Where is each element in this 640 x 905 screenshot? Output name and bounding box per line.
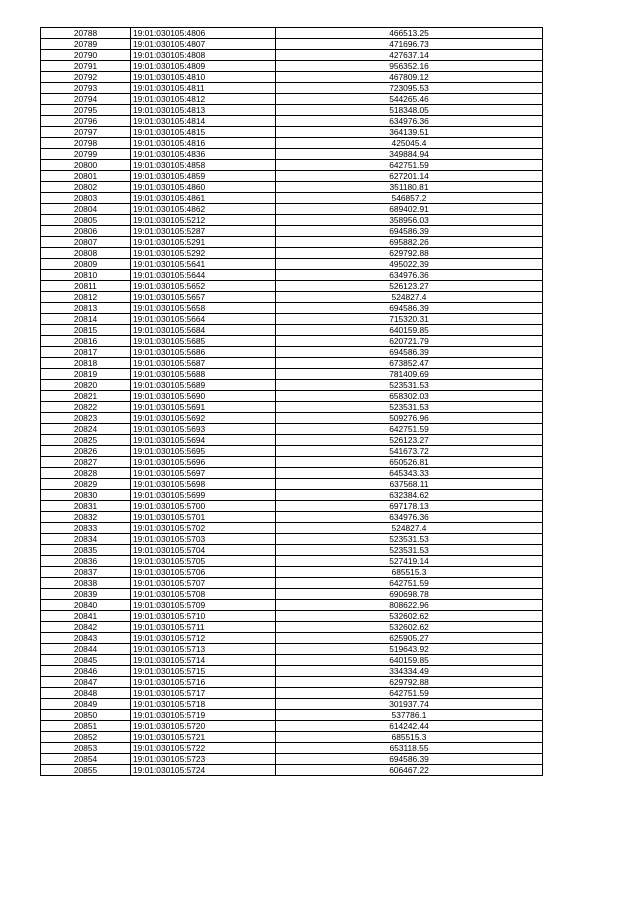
cadastral-number-cell: 19:01:030105:5292 [131, 248, 276, 259]
cadastral-value-cell: 495022.39 [276, 259, 543, 270]
table-row [41, 391, 543, 402]
row-number-cell: 20798 [41, 138, 131, 149]
cadastral-number-cell: 19:01:030105:5705 [131, 556, 276, 567]
cadastral-value-cell: 537786.1 [276, 710, 543, 721]
cadastral-number-cell: 19:01:030105:5688 [131, 369, 276, 380]
row-number-cell: 20792 [41, 72, 131, 83]
cadastral-number-cell: 19:01:030105:5697 [131, 468, 276, 479]
row-number-cell: 20790 [41, 50, 131, 61]
cadastral-value-cell: 640159.85 [276, 655, 543, 666]
row-number-cell: 20834 [41, 534, 131, 545]
table-row [41, 666, 543, 677]
table-row [41, 721, 543, 732]
row-number-cell: 20808 [41, 248, 131, 259]
row-number-cell: 20813 [41, 303, 131, 314]
cadastral-number-cell: 19:01:030105:5658 [131, 303, 276, 314]
cadastral-value-cell: 634976.36 [276, 270, 543, 281]
table-row [41, 523, 543, 534]
table-row [41, 545, 543, 556]
table-row [41, 457, 543, 468]
table-row [41, 402, 543, 413]
cadastral-value-cell: 301937.74 [276, 699, 543, 710]
table-row [41, 699, 543, 710]
row-number-cell: 20851 [41, 721, 131, 732]
cadastral-value-cell: 715320.31 [276, 314, 543, 325]
cadastral-number-cell: 19:01:030105:4816 [131, 138, 276, 149]
row-number-cell: 20854 [41, 754, 131, 765]
cadastral-number-cell: 19:01:030105:5686 [131, 347, 276, 358]
row-number-cell: 20794 [41, 94, 131, 105]
cadastral-value-cell: 524827.4 [276, 523, 543, 534]
table-row [41, 83, 543, 94]
table-row [41, 248, 543, 259]
row-number-cell: 20821 [41, 391, 131, 402]
row-number-cell: 20795 [41, 105, 131, 116]
table-row [41, 556, 543, 567]
cadastral-number-cell: 19:01:030105:5287 [131, 226, 276, 237]
row-number-cell: 20836 [41, 556, 131, 567]
cadastral-number-cell: 19:01:030105:5722 [131, 743, 276, 754]
cadastral-number-cell: 19:01:030105:5702 [131, 523, 276, 534]
table-row [41, 567, 543, 578]
cadastral-number-cell: 19:01:030105:5710 [131, 611, 276, 622]
row-number-cell: 20849 [41, 699, 131, 710]
cadastral-value-cell: 471696.73 [276, 39, 543, 50]
row-number-cell: 20805 [41, 215, 131, 226]
row-number-cell: 20847 [41, 677, 131, 688]
cadastral-number-cell: 19:01:030105:5691 [131, 402, 276, 413]
row-number-cell: 20811 [41, 281, 131, 292]
table-row [41, 743, 543, 754]
table-row [41, 336, 543, 347]
row-number-cell: 20827 [41, 457, 131, 468]
cadastral-number-cell: 19:01:030105:5723 [131, 754, 276, 765]
table-row [41, 193, 543, 204]
cadastral-value-cell: 532602.62 [276, 622, 543, 633]
cadastral-number-cell: 19:01:030105:4858 [131, 160, 276, 171]
row-number-cell: 20802 [41, 182, 131, 193]
row-number-cell: 20840 [41, 600, 131, 611]
cadastral-value-cell: 653118.55 [276, 743, 543, 754]
cadastral-value-cell: 640159.85 [276, 325, 543, 336]
cadastral-value-cell: 466513.25 [276, 28, 543, 39]
cadastral-value-cell: 723095.53 [276, 83, 543, 94]
cadastral-value-cell: 695882.26 [276, 237, 543, 248]
cadastral-value-cell: 637568.11 [276, 479, 543, 490]
cadastral-number-cell: 19:01:030105:5718 [131, 699, 276, 710]
cadastral-value-cell: 358956.03 [276, 215, 543, 226]
row-number-cell: 20789 [41, 39, 131, 50]
cadastral-value-cell: 467809.12 [276, 72, 543, 83]
cadastral-value-cell: 634976.36 [276, 512, 543, 523]
cadastral-number-cell: 19:01:030105:4860 [131, 182, 276, 193]
cadastral-value-cell: 694586.39 [276, 347, 543, 358]
cadastral-value-cell: 524827.4 [276, 292, 543, 303]
table-row [41, 468, 543, 479]
table-row [41, 501, 543, 512]
row-number-cell: 20815 [41, 325, 131, 336]
table-row [41, 127, 543, 138]
table-row [41, 490, 543, 501]
table-row [41, 303, 543, 314]
cadastral-number-cell: 19:01:030105:4807 [131, 39, 276, 50]
cadastral-number-cell: 19:01:030105:4808 [131, 50, 276, 61]
row-number-cell: 20826 [41, 446, 131, 457]
row-number-cell: 20829 [41, 479, 131, 490]
table-row [41, 479, 543, 490]
table-row [41, 446, 543, 457]
table-row [41, 633, 543, 644]
table-row [41, 138, 543, 149]
table-row [41, 237, 543, 248]
cadastral-value-cell: 642751.59 [276, 424, 543, 435]
cadastral-number-cell: 19:01:030105:5717 [131, 688, 276, 699]
cadastral-number-cell: 19:01:030105:4806 [131, 28, 276, 39]
cadastral-value-cell: 526123.27 [276, 435, 543, 446]
cadastral-number-cell: 19:01:030105:5698 [131, 479, 276, 490]
table-row [41, 710, 543, 721]
table-row [41, 292, 543, 303]
cadastral-number-cell: 19:01:030105:5689 [131, 380, 276, 391]
cadastral-number-cell: 19:01:030105:4861 [131, 193, 276, 204]
row-number-cell: 20806 [41, 226, 131, 237]
row-number-cell: 20825 [41, 435, 131, 446]
cadastral-number-cell: 19:01:030105:5704 [131, 545, 276, 556]
table-row [41, 325, 543, 336]
cadastral-value-cell: 697178.13 [276, 501, 543, 512]
cadastral-number-cell: 19:01:030105:5703 [131, 534, 276, 545]
table-row [41, 72, 543, 83]
row-number-cell: 20791 [41, 61, 131, 72]
cadastral-number-cell: 19:01:030105:5720 [131, 721, 276, 732]
cadastral-number-cell: 19:01:030105:5212 [131, 215, 276, 226]
cadastral-number-cell: 19:01:030105:4815 [131, 127, 276, 138]
table-row [41, 424, 543, 435]
table-row [41, 314, 543, 325]
row-number-cell: 20830 [41, 490, 131, 501]
cadastral-value-cell: 629792.88 [276, 248, 543, 259]
row-number-cell: 20788 [41, 28, 131, 39]
cadastral-value-cell: 645343.33 [276, 468, 543, 479]
row-number-cell: 20846 [41, 666, 131, 677]
row-number-cell: 20844 [41, 644, 131, 655]
table-row [41, 215, 543, 226]
cadastral-value-cell: 685515.3 [276, 567, 543, 578]
row-number-cell: 20797 [41, 127, 131, 138]
table-row [41, 754, 543, 765]
row-number-cell: 20796 [41, 116, 131, 127]
cadastral-value-cell: 351180.81 [276, 182, 543, 193]
row-number-cell: 20831 [41, 501, 131, 512]
cadastral-number-cell: 19:01:030105:5724 [131, 765, 276, 776]
row-number-cell: 20801 [41, 171, 131, 182]
table-row [41, 171, 543, 182]
cadastral-value-cell: 541673.72 [276, 446, 543, 457]
table-row [41, 39, 543, 50]
cadastral-value-cell: 627201.14 [276, 171, 543, 182]
row-number-cell: 20816 [41, 336, 131, 347]
cadastral-number-cell: 19:01:030105:5687 [131, 358, 276, 369]
cadastral-value-cell: 523531.53 [276, 380, 543, 391]
cadastral-value-cell: 349884.94 [276, 149, 543, 160]
cadastral-value-cell: 427637.14 [276, 50, 543, 61]
cadastral-number-cell: 19:01:030105:5692 [131, 413, 276, 424]
cadastral-number-cell: 19:01:030105:5694 [131, 435, 276, 446]
cadastral-value-cell: 425045.4 [276, 138, 543, 149]
cadastral-value-cell: 650526.81 [276, 457, 543, 468]
cadastral-number-cell: 19:01:030105:5657 [131, 292, 276, 303]
row-number-cell: 20837 [41, 567, 131, 578]
row-number-cell: 20823 [41, 413, 131, 424]
row-number-cell: 20839 [41, 589, 131, 600]
cadastral-value-cell: 694586.39 [276, 303, 543, 314]
row-number-cell: 20853 [41, 743, 131, 754]
cadastral-value-cell: 642751.59 [276, 688, 543, 699]
row-number-cell: 20838 [41, 578, 131, 589]
table-row [41, 732, 543, 743]
cadastral-number-cell: 19:01:030105:5715 [131, 666, 276, 677]
cadastral-value-cell: 690698.78 [276, 589, 543, 600]
table-row [41, 369, 543, 380]
cadastral-value-cell: 620721.79 [276, 336, 543, 347]
cadastral-value-cell: 519643.92 [276, 644, 543, 655]
cadastral-value-cell: 606467.22 [276, 765, 543, 776]
row-number-cell: 20804 [41, 204, 131, 215]
table-row [41, 655, 543, 666]
cadastral-value-cell: 689402.91 [276, 204, 543, 215]
cadastral-number-cell: 19:01:030105:5711 [131, 622, 276, 633]
row-number-cell: 20800 [41, 160, 131, 171]
cadastral-number-cell: 19:01:030105:5685 [131, 336, 276, 347]
table-row [41, 644, 543, 655]
table-row [41, 578, 543, 589]
row-number-cell: 20818 [41, 358, 131, 369]
row-number-cell: 20848 [41, 688, 131, 699]
cadastral-number-cell: 19:01:030105:5713 [131, 644, 276, 655]
cadastral-number-cell: 19:01:030105:5716 [131, 677, 276, 688]
row-number-cell: 20812 [41, 292, 131, 303]
cadastral-value-cell: 334334.49 [276, 666, 543, 677]
cadastral-value-cell: 642751.59 [276, 578, 543, 589]
cadastral-value-cell: 625905.27 [276, 633, 543, 644]
cadastral-value-cell: 509276.96 [276, 413, 543, 424]
row-number-cell: 20828 [41, 468, 131, 479]
cadastral-number-cell: 19:01:030105:4811 [131, 83, 276, 94]
cadastral-value-cell: 526123.27 [276, 281, 543, 292]
table-row [41, 259, 543, 270]
table-row [41, 413, 543, 424]
cadastral-number-cell: 19:01:030105:4862 [131, 204, 276, 215]
cadastral-number-cell: 19:01:030105:4813 [131, 105, 276, 116]
cadastral-value-cell: 694586.39 [276, 226, 543, 237]
table-row [41, 270, 543, 281]
cadastral-number-cell: 19:01:030105:5719 [131, 710, 276, 721]
cadastral-value-cell: 523531.53 [276, 402, 543, 413]
cadastral-value-cell: 632384.62 [276, 490, 543, 501]
row-number-cell: 20820 [41, 380, 131, 391]
row-number-cell: 20793 [41, 83, 131, 94]
cadastral-number-cell: 19:01:030105:5652 [131, 281, 276, 292]
cadastral-value-cell: 518348.05 [276, 105, 543, 116]
cadastral-value-cell: 673852.47 [276, 358, 543, 369]
table-row [41, 281, 543, 292]
table-row [41, 61, 543, 72]
cadastral-number-cell: 19:01:030105:5708 [131, 589, 276, 600]
table-row [41, 204, 543, 215]
cadastral-value-cell: 364139.51 [276, 127, 543, 138]
cadastral-number-cell: 19:01:030105:5684 [131, 325, 276, 336]
table-row [41, 600, 543, 611]
cadastral-value-cell: 614242.44 [276, 721, 543, 732]
cadastral-number-cell: 19:01:030105:4859 [131, 171, 276, 182]
cadastral-value-cell: 532602.62 [276, 611, 543, 622]
row-number-cell: 20819 [41, 369, 131, 380]
row-number-cell: 20833 [41, 523, 131, 534]
cadastral-number-cell: 19:01:030105:4809 [131, 61, 276, 72]
cadastral-number-cell: 19:01:030105:4814 [131, 116, 276, 127]
table-row [41, 226, 543, 237]
table-row [41, 622, 543, 633]
cadastral-value-cell: 546857.2 [276, 193, 543, 204]
cadastral-value-cell: 642751.59 [276, 160, 543, 171]
cadastral-number-cell: 19:01:030105:4812 [131, 94, 276, 105]
cadastral-number-cell: 19:01:030105:4836 [131, 149, 276, 160]
row-number-cell: 20807 [41, 237, 131, 248]
cadastral-value-cell: 685515.3 [276, 732, 543, 743]
cadastral-number-cell: 19:01:030105:5701 [131, 512, 276, 523]
cadastral-number-cell: 19:01:030105:4810 [131, 72, 276, 83]
table-row [41, 512, 543, 523]
row-number-cell: 20832 [41, 512, 131, 523]
cadastral-number-cell: 19:01:030105:5644 [131, 270, 276, 281]
cadastral-value-cell: 523531.53 [276, 534, 543, 545]
row-number-cell: 20824 [41, 424, 131, 435]
cadastral-value-cell: 658302.03 [276, 391, 543, 402]
row-number-cell: 20809 [41, 259, 131, 270]
table-row [41, 611, 543, 622]
table-body [41, 28, 543, 776]
cadastral-value-cell: 527419.14 [276, 556, 543, 567]
cadastral-value-cell: 808622.96 [276, 600, 543, 611]
row-number-cell: 20842 [41, 622, 131, 633]
table-row [41, 688, 543, 699]
row-number-cell: 20841 [41, 611, 131, 622]
cadastral-number-cell: 19:01:030105:5706 [131, 567, 276, 578]
cadastral-number-cell: 19:01:030105:5695 [131, 446, 276, 457]
row-number-cell: 20852 [41, 732, 131, 743]
table-row [41, 105, 543, 116]
cadastral-number-cell: 19:01:030105:5693 [131, 424, 276, 435]
row-number-cell: 20814 [41, 314, 131, 325]
cadastral-value-cell: 634976.36 [276, 116, 543, 127]
table-row [41, 28, 543, 39]
cadastral-number-cell: 19:01:030105:5696 [131, 457, 276, 468]
cadastral-number-cell: 19:01:030105:5709 [131, 600, 276, 611]
table-row [41, 160, 543, 171]
cadastral-number-cell: 19:01:030105:5700 [131, 501, 276, 512]
cadastral-number-cell: 19:01:030105:5699 [131, 490, 276, 501]
cadastral-value-cell: 544265.46 [276, 94, 543, 105]
row-number-cell: 20799 [41, 149, 131, 160]
table-row [41, 765, 543, 776]
table-row [41, 94, 543, 105]
cadastral-value-cell: 781409.69 [276, 369, 543, 380]
cadastral-number-cell: 19:01:030105:5712 [131, 633, 276, 644]
cadastral-value-cell: 629792.88 [276, 677, 543, 688]
row-number-cell: 20850 [41, 710, 131, 721]
cadastral-number-cell: 19:01:030105:5714 [131, 655, 276, 666]
table-row [41, 435, 543, 446]
cadastral-number-cell: 19:01:030105:5641 [131, 259, 276, 270]
row-number-cell: 20803 [41, 193, 131, 204]
row-number-cell: 20822 [41, 402, 131, 413]
table-row [41, 358, 543, 369]
row-number-cell: 20845 [41, 655, 131, 666]
table-row [41, 380, 543, 391]
cadastral-value-cell: 694586.39 [276, 754, 543, 765]
cadastral-number-cell: 19:01:030105:5664 [131, 314, 276, 325]
cadastral-number-cell: 19:01:030105:5721 [131, 732, 276, 743]
cadastral-number-cell: 19:01:030105:5690 [131, 391, 276, 402]
row-number-cell: 20835 [41, 545, 131, 556]
cadastral-value-table [40, 27, 543, 776]
table-row [41, 116, 543, 127]
table-row [41, 149, 543, 160]
table-row [41, 589, 543, 600]
table-row [41, 534, 543, 545]
table-row [41, 677, 543, 688]
cadastral-value-cell: 956352.16 [276, 61, 543, 72]
row-number-cell: 20810 [41, 270, 131, 281]
table-row [41, 182, 543, 193]
cadastral-number-cell: 19:01:030105:5707 [131, 578, 276, 589]
table-row [41, 50, 543, 61]
row-number-cell: 20843 [41, 633, 131, 644]
row-number-cell: 20855 [41, 765, 131, 776]
cadastral-number-cell: 19:01:030105:5291 [131, 237, 276, 248]
table-row [41, 347, 543, 358]
cadastral-value-cell: 523531.53 [276, 545, 543, 556]
row-number-cell: 20817 [41, 347, 131, 358]
